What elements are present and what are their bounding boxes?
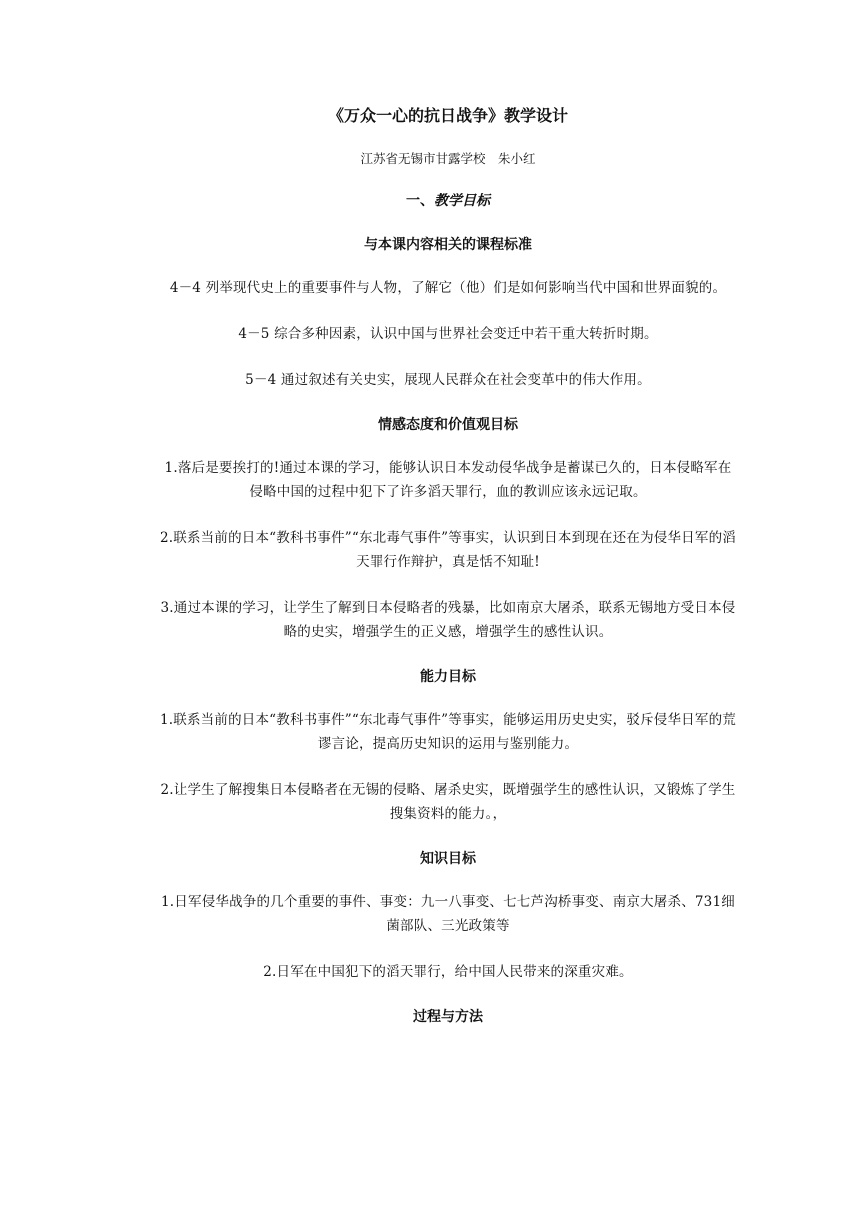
section-number: 一、 — [406, 193, 434, 209]
knowledge-goal-item: 2.日军在中国犯下的滔天罪行，给中国人民带来的深重灾难。 — [263, 964, 633, 980]
emotion-goal-item: 3.通过本课的学习，让学生了解到日本侵略者的残暴，比如南京大屠杀，联系无锡地方受日本侵略的史实，增强学生的正义感，增强学生的感性认识。 — [160, 600, 736, 640]
section-label: 教学目标 — [434, 193, 490, 209]
standard-item: 4－4 列举现代史上的重要事件与人物，了解它（他）们是如何影响当代中国和世界面貌的。 — [169, 280, 727, 296]
standard-item: 5－4 通过叙述有关史实，展现人民群众在社会变革中的伟大作用。 — [245, 372, 651, 388]
emotion-goal-item: 2.联系当前的日本“教科书事件”“东北毒气事件”等事实，认识到日本到现在还在为侵华日军的滔天罪行作辩护，真是恬不知耻! — [160, 530, 736, 570]
process-methods-heading: 过程与方法 — [413, 1009, 483, 1025]
emotion-goals-heading: 情感态度和价值观目标 — [378, 417, 518, 433]
curriculum-standards-heading: 与本课内容相关的课程标准 — [364, 237, 532, 253]
standard-item: 4－5 综合多种因素，认识中国与世界社会变迁中若干重大转折时期。 — [238, 326, 658, 342]
document-body — [160, 104, 736, 1048]
ability-goal-item: 2.让学生了解搜集日本侵略者在无锡的侵略、屠杀史实，既增强学生的感性认识，又锻炼了学生搜集资料的能力。， — [160, 782, 736, 822]
knowledge-goal-item: 1.日军侵华战争的几个重要的事件、事变：九一八事变、七七芦沟桥事变、南京大屠杀、731细菌部队、三光政策等 — [161, 894, 735, 934]
document-title: 《万众一心的抗日战争》教学设计 — [327, 106, 568, 125]
section-heading-teaching-goals — [160, 190, 736, 212]
knowledge-goals-heading: 知识目标 — [420, 851, 476, 867]
ability-goals-heading: 能力目标 — [420, 669, 476, 685]
emotion-goal-item: 1.落后是要挨打的!通过本课的学习，能够认识日本发动侵华战争是蓄谋已久的，日本侵略军在侵略中国的过程中犯下了许多滔天罪行，血的教训应该永远记取。 — [164, 460, 732, 500]
ability-goal-item: 1.联系当前的日本“教科书事件”“东北毒气事件”等事实，能够运用历史史实，驳斥侵华日军的荒谬言论，提高历史知识的运用与鉴别能力。 — [160, 712, 736, 752]
document-author: 江苏省无锡市甘露学校 朱小红 — [360, 151, 536, 166]
